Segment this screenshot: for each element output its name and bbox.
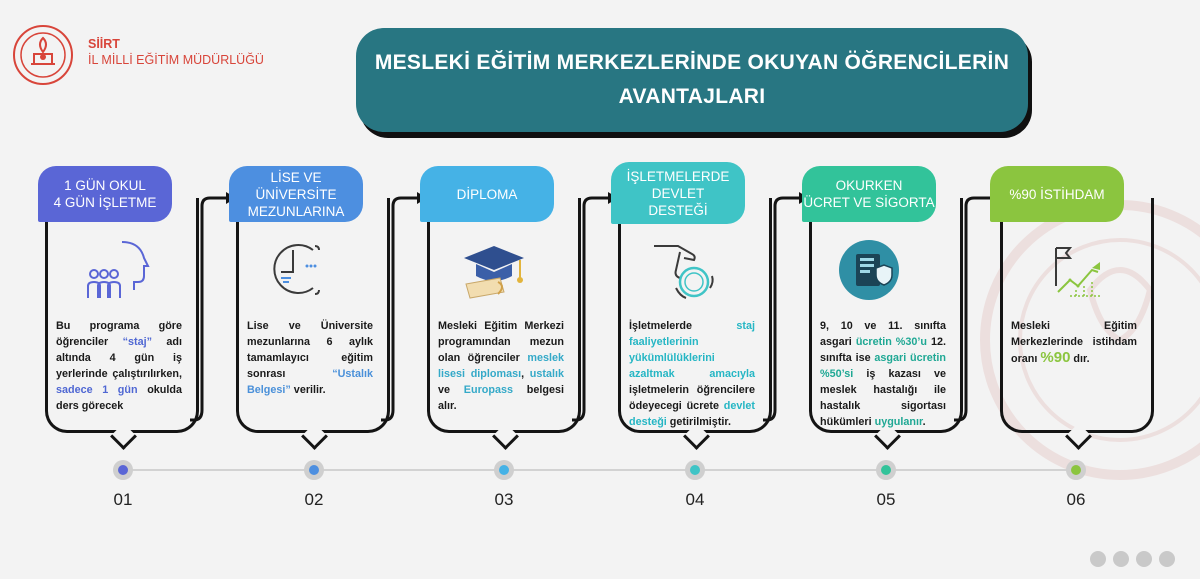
org-directorate: İL MİLLİ EĞİTİM MÜDÜRLÜĞÜ [88, 53, 264, 67]
growth-flag-icon [1040, 236, 1110, 306]
step-number-4: 04 [685, 490, 705, 509]
card-5-label [802, 166, 936, 222]
card-2-label-line-1: LİSE VE ÜNİVERSİTE [255, 169, 337, 202]
title-line-1: MESLEKİ EĞİTİM MERKEZLERİNDE OKUYAN ÖĞRENCİLERİN [374, 51, 1010, 74]
timeline-dot-4 [685, 460, 705, 480]
card-5-label-line-2: ÜCRET VE SİGORTA [803, 195, 935, 210]
server-shield-icon [836, 236, 906, 306]
timeline-dot-2 [304, 460, 324, 480]
card-6 [1000, 198, 1154, 433]
card-1-label-line-1: 1 GÜN OKUL [64, 178, 146, 193]
web-icon[interactable] [1090, 551, 1106, 567]
card-4-label-line-1: İŞLETMELERDE [626, 168, 730, 184]
card-1-label-line-2: 4 GÜN İŞLETME [53, 195, 157, 210]
graduation-cap-icon [460, 236, 530, 306]
step-number-6: 06 [1066, 490, 1086, 509]
clock-dial-icon [263, 236, 333, 306]
card-5-label-line-1: OKURKEN [835, 178, 903, 193]
card-4-label [611, 162, 745, 224]
card-4-label-line-2: DEVLET [651, 185, 705, 201]
card-2-description: Lise ve Üniversite mezunlarına 6 aylık tamamlayıcı eğitim sonrası “Ustalık Belgesi” verilir. [247, 320, 373, 396]
card-3-description: Mesleki Eğitim Merkezi programından mezun olan öğrenciler meslek lisesi diploması, ustalık ve Europass belgesi alır. [438, 320, 564, 412]
timeline-dot-3 [494, 460, 514, 480]
timeline-dot-1 [113, 460, 133, 480]
card-6-description: Mesleki Eğitim Merkezlerinde istihdam oranı %90 dır. [1011, 320, 1137, 366]
card-4-description: İşletmelerde staj faaliyetlerinin yükümlülüklerini azaltmak amacıyla işletmelerin öğrencilere ödeyecegi ücrete devlet desteği getirilmiştir. [629, 320, 755, 428]
step-number-5: 05 [876, 490, 896, 509]
card-2-label-line-2: MEZUNLARINA [247, 203, 345, 219]
team-profile-icon [84, 236, 154, 306]
step-number-3: 03 [494, 490, 514, 509]
twitter-icon[interactable] [1136, 551, 1152, 567]
card-2-label [229, 166, 363, 222]
org-city: SİİRT [88, 37, 120, 51]
title-line-2: AVANTAJLARI [618, 85, 766, 108]
timeline-dot-6 [1066, 460, 1086, 480]
card-4-label-line-3: DESTEĞİ [648, 202, 708, 218]
step-number-1: 01 [113, 490, 133, 509]
card-3-label-line-1: DİPLOMA [456, 186, 518, 202]
instagram-icon[interactable] [1159, 551, 1175, 567]
hand-coin-icon [650, 236, 720, 306]
timeline-line [122, 469, 1076, 471]
card-6-label-line-1: %90 İSTİHDAM [1009, 186, 1105, 202]
card-5-description: 9, 10 ve 11. sınıfta asgari ücretin %30’u 12. sınıfta ise asgari ücretin %50’si iş kazası ve meslek hastalığı ile hastalık sigortası hükümleri uygulanır. [820, 320, 947, 428]
card-1-description: Bu programa göre öğrenciler “staj” adı altında 4 gün iş yerlerinde çalıştırılırken, sadece 1 gün okulda ders görecek [56, 320, 182, 412]
timeline-dot-5 [876, 460, 896, 480]
card-6-label [990, 166, 1124, 222]
step-number-2: 02 [304, 490, 324, 509]
facebook-icon[interactable] [1113, 551, 1129, 567]
card-3-label [420, 166, 554, 222]
card-1-label [38, 166, 172, 222]
